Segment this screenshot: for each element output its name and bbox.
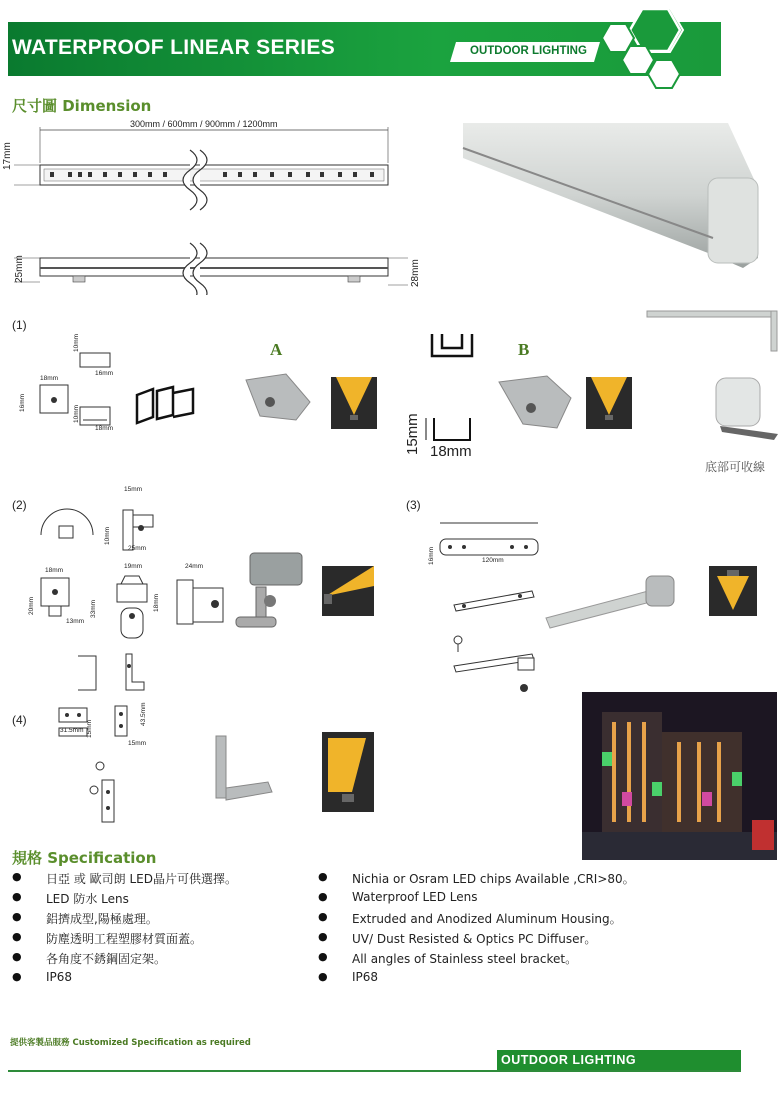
length-label: 300mm / 600mm / 900mm / 1200mm	[130, 119, 278, 129]
swivel-bracket-photo	[232, 547, 312, 629]
dim2-10: 10mm	[104, 526, 111, 545]
dim2-19: 19mm	[124, 563, 143, 570]
mount3-drawing-top	[436, 515, 548, 575]
light-effect-3	[709, 566, 757, 616]
dim-16a: 16mm	[95, 370, 114, 377]
l-bracket-photo	[212, 732, 277, 804]
dim4-15a: 15mm	[86, 719, 93, 738]
height-bottom-left-label: 25mm	[14, 255, 25, 283]
product-photo	[458, 118, 776, 268]
bullet-icon: ●	[318, 950, 328, 963]
clip-profile-drawing	[420, 410, 480, 446]
bullet-icon: ●	[318, 870, 328, 883]
page-title: WATERPROOF LINEAR SERIES	[12, 36, 335, 59]
dim2-18a: 18mm	[45, 567, 64, 574]
clip-line-drawing-b	[428, 330, 478, 360]
bullet-icon: ●	[318, 890, 328, 903]
dim2-13: 13mm	[66, 618, 85, 625]
mount3-label: (3)	[406, 498, 421, 512]
dim-10b: 10mm	[73, 404, 80, 423]
height-top-label: 17mm	[2, 142, 13, 170]
dim4-31: 31.5mm	[60, 727, 84, 734]
dim-18a: 18mm	[40, 375, 59, 382]
building-night-photo	[582, 692, 777, 860]
spec-title: 規格 Specification	[12, 849, 157, 867]
light-effect-a	[331, 377, 377, 429]
clip-photo-a	[240, 372, 316, 424]
dim2-25: 25mm	[128, 545, 147, 552]
bullet-icon: ●	[12, 870, 22, 883]
spec-right-item: Extruded and Anodized Aluminum Housing。	[352, 912, 622, 926]
dim2-18b: 18mm	[153, 593, 160, 612]
mount4-exploded-drawing	[86, 758, 136, 830]
bullet-icon: ●	[12, 930, 22, 943]
bullet-icon: ●	[12, 950, 22, 963]
dim2-33: 33mm	[90, 599, 97, 618]
bullet-icon: ●	[318, 970, 328, 983]
spec-left-item: IP68	[46, 970, 73, 984]
bullet-icon: ●	[318, 910, 328, 923]
bullet-icon: ●	[12, 890, 22, 903]
bullet-icon: ●	[12, 910, 22, 923]
mount1-label: (1)	[12, 318, 27, 332]
footer-tag: OUTDOOR LIGHTING	[501, 1053, 637, 1067]
dim3-16: 16mm	[428, 546, 435, 565]
end-cap-photo	[712, 372, 782, 444]
header-tag: OUTDOOR LIGHTING	[470, 45, 587, 57]
label-a: A	[270, 340, 283, 359]
spec-right-item: All angles of Stainless steel bracket。	[352, 952, 578, 966]
light-effect-b	[586, 377, 632, 429]
spec-left-item: 各角度不銹鋼固定架。	[46, 952, 167, 966]
dim3-120: 120mm	[482, 557, 504, 564]
spec-right-item: Nichia or Osram LED chips Available ,CRI>80。	[352, 872, 635, 886]
dim-18b: 18mm	[95, 425, 114, 432]
spec-left-item: 日亞 或 歐司朗 LED晶片可供選擇。	[46, 872, 237, 886]
bullet-icon: ●	[12, 970, 22, 983]
mount1-drawing-a	[15, 345, 120, 435]
label-b: B	[518, 340, 530, 359]
mount2-drawing-bottom	[25, 570, 245, 650]
spec-left-item: LED 防水 Lens	[46, 892, 129, 906]
dim-18c: 18mm	[430, 443, 472, 460]
mount4-label: (4)	[12, 713, 27, 727]
mount3-strip-drawing	[448, 585, 538, 615]
mount3-photo	[542, 570, 682, 630]
mount1-caption: 底部可收線	[705, 460, 766, 474]
bullet-icon: ●	[318, 930, 328, 943]
light-effect-4	[322, 732, 374, 812]
dim-15: 15mm	[404, 413, 421, 455]
dim2-15: 15mm	[124, 486, 143, 493]
clip-photo-b	[495, 372, 575, 434]
footer-divider	[8, 1070, 741, 1072]
light-effect-2	[322, 566, 374, 616]
spec-right-item: Waterproof LED Lens	[352, 890, 478, 904]
spec-left-item: 鋁擠成型,陽極處理。	[46, 912, 158, 926]
spec-left-item: 防塵透明工程塑膠材質面蓋。	[46, 932, 203, 946]
mount2-label: (2)	[12, 498, 27, 512]
clip-line-drawing	[133, 385, 205, 427]
dimension-title: 尺寸圖 Dimension	[12, 97, 152, 115]
dim4-43: 43.5mm	[140, 702, 147, 726]
dim-16b: 16mm	[19, 393, 26, 412]
mount3-exploded-drawing	[448, 632, 548, 697]
height-bottom-right-label: 28mm	[410, 259, 421, 287]
footer-note: 提供客製品服務 Customized Specification as required	[10, 1038, 251, 1048]
dimension-drawing	[8, 125, 428, 295]
bracket-photo-top	[645, 305, 780, 355]
dim4-15b: 15mm	[128, 740, 147, 747]
dim2-24: 24mm	[185, 563, 204, 570]
dim2-20: 20mm	[28, 596, 35, 615]
spec-right-item: UV/ Dust Resisted & Optics PC Diffuser。	[352, 932, 597, 946]
l-bracket-drawing	[70, 650, 145, 695]
dim-10a: 10mm	[73, 333, 80, 352]
hexagon-logo	[600, 2, 700, 92]
spec-right-item: IP68	[352, 970, 379, 984]
